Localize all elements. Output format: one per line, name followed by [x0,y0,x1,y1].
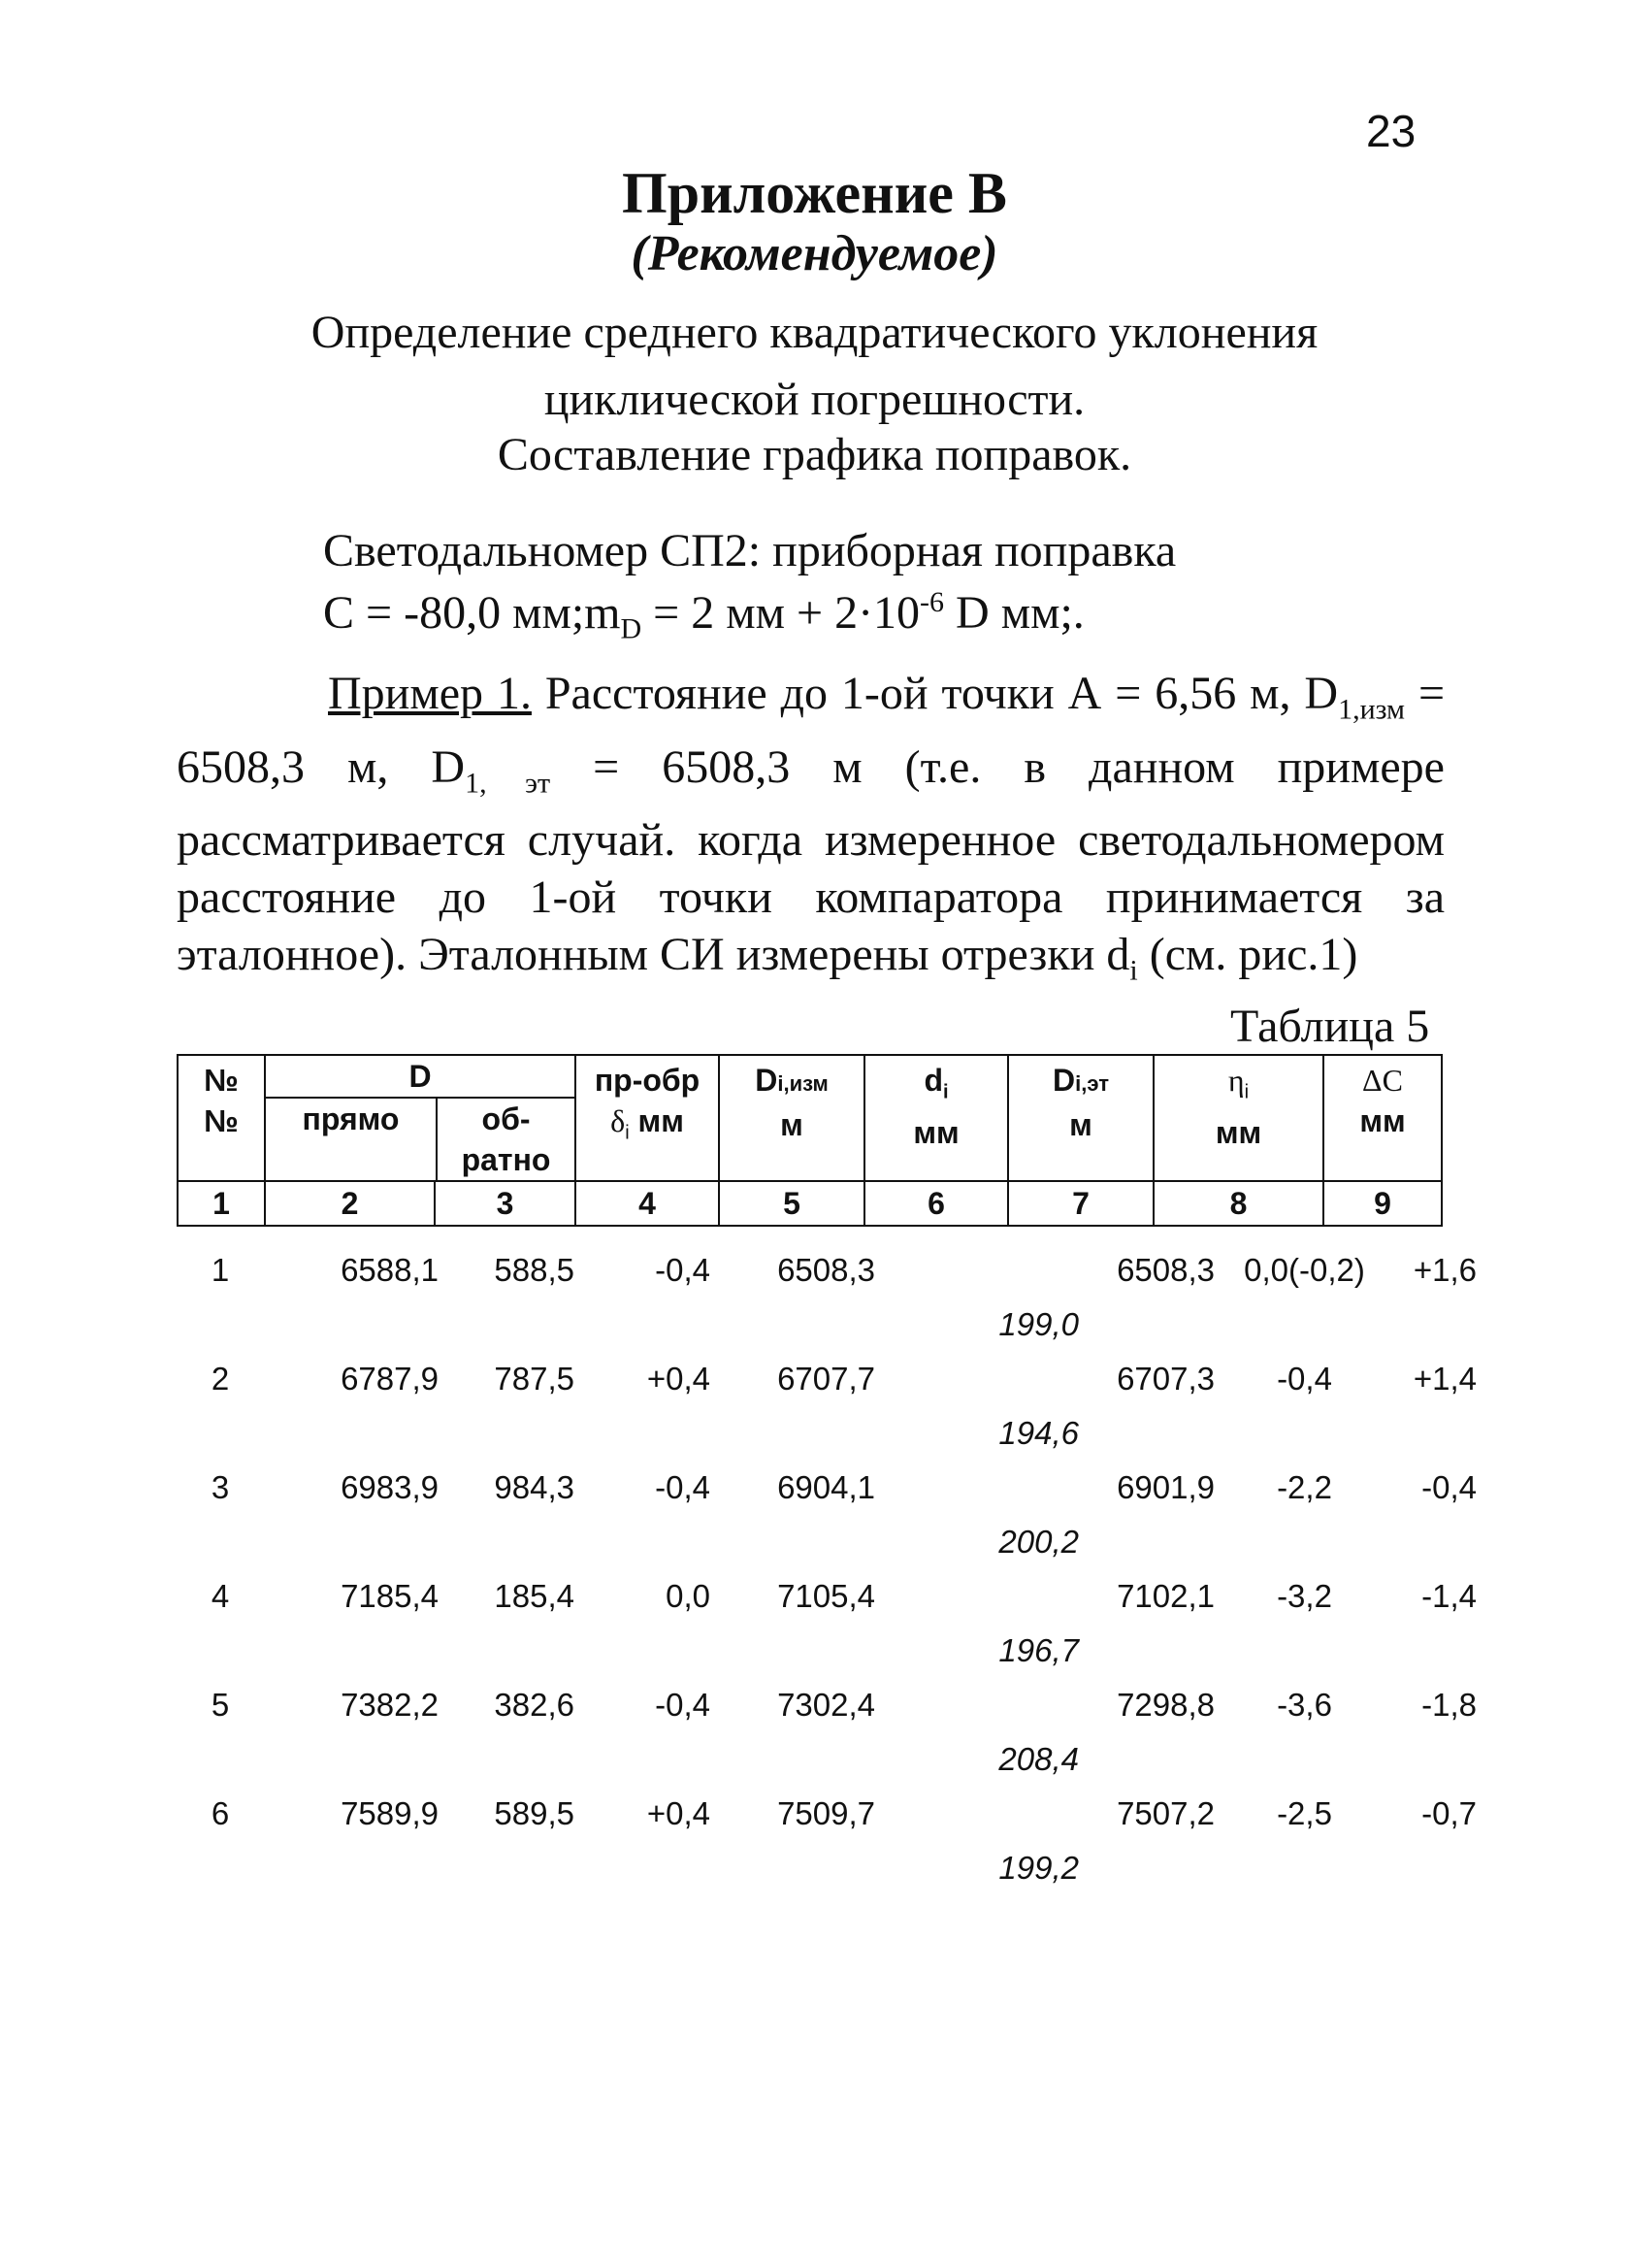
table-row: 3 6983,9 984,3 -0,4 6904,1 6901,9 -2,2 -0,4 200,2 [211,1469,1477,1560]
header-measured-distance: Di,изм м [719,1055,864,1181]
header-delta-c: ΔC мм [1323,1055,1442,1181]
device-correction-formula: С = -80,0 $мм;m_D = 2$ мм + $2\cdot 10^{-6}$ D мм;. [323,586,1085,645]
appendix-subtitle: (Рекомендуемое) [631,226,998,281]
header-distance: D прямо об-ратно [265,1055,575,1181]
table-row: 1 6588,1 588,5 -0,4 6508,3 6508,3 0,0(-0,2) +1,6 199,0 [211,1252,1477,1342]
section-heading-line-2: циклической погрешности. [543,374,1086,425]
column-numbers-row: 1 2 3 4 5 6 7 8 9 [178,1181,1442,1226]
table-row: 4 7185,4 185,4 0,0 7105,4 7102,1 -3,2 -1,4 196,7 [211,1578,1477,1668]
section-heading-line-3: Составление графика поправок. [497,429,1132,480]
header-reverse: об-ратно [461,1101,551,1177]
header-reference-distance: Di,эт м [1008,1055,1154,1181]
header-segment: $d_i$ мм [864,1055,1008,1181]
device-description: Светодальномер СП2: приборная поправка [323,525,1177,576]
example-paragraph: Пример 1. Расстояние до 1-ой точки А = 6,56 м, $D_{1,изм} = 6508,3$ м, $D_{1, эт} = 6508,3$ м (т.е. в данном примере рассматривается случай. когда измеренное светодальномером расстояние до 1-ой точки компаратора принимается за эталонное). Эталонным СИ измерены отрезки $d_i$ (см. рис.1) [177,668,1446,987]
header-difference: пр-обр $\delta_i$ мм [575,1055,719,1181]
header-direct: прямо [266,1099,438,1180]
example-label: Пример 1. [328,668,532,719]
header-number: № № [178,1055,265,1181]
appendix-title: Приложение В [622,161,1007,225]
section-heading-line-1: Определение среднего квадратического уклонения [310,307,1319,358]
table-row: 6 7589,9 589,5 +0,4 7509,7 7507,2 -2,5 -0,7 199,2 [211,1795,1477,1886]
table-header [177,1054,1443,1227]
header-eta: $\eta_i$ мм [1154,1055,1323,1181]
page-number: 23 [1366,106,1417,156]
table-row: 5 7382,2 382,6 -0,4 7302,4 7298,8 -3,6 -1,8 208,4 [211,1687,1477,1777]
table-row: 2 6787,9 787,5 +0,4 6707,7 6707,3 -0,4 +1,4 194,6 [211,1361,1477,1451]
table-body [177,1238,1477,1890]
table-caption: Таблица 5 [1230,1001,1430,1052]
